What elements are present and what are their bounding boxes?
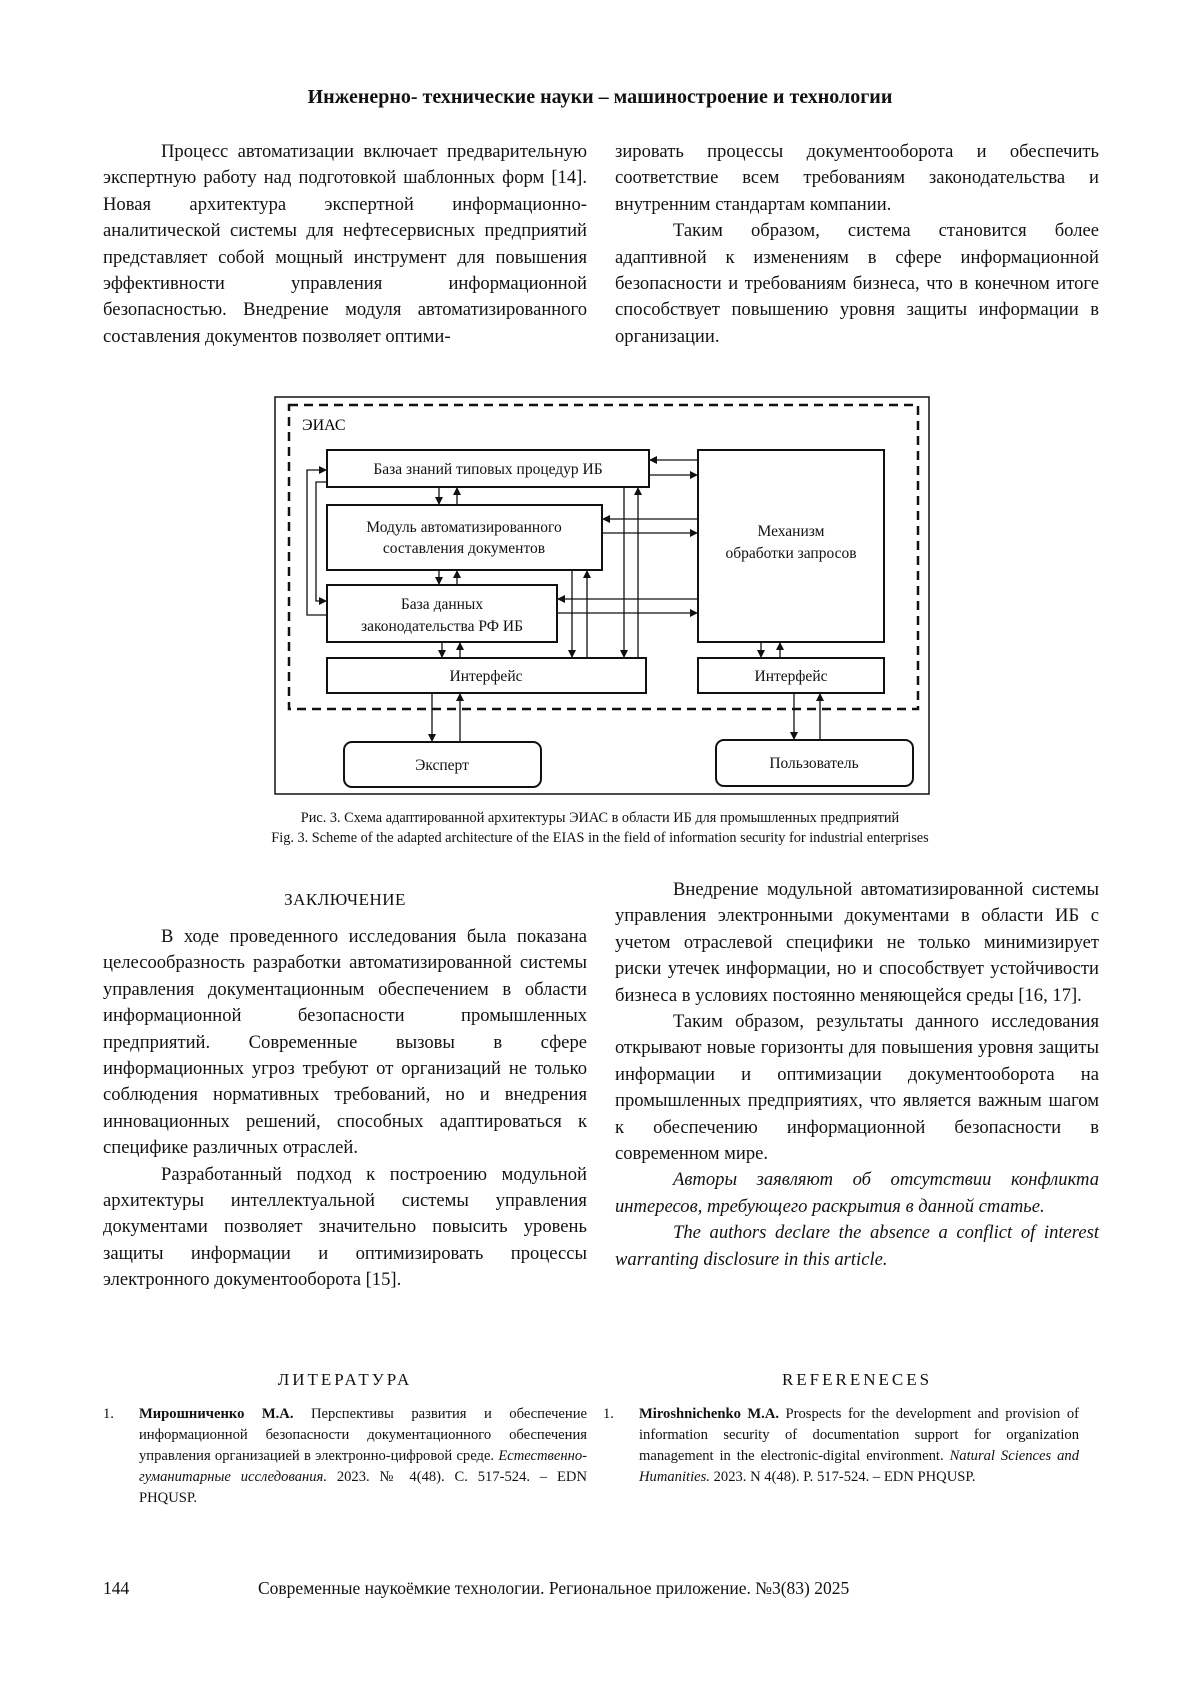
module-label: Модуль автоматизированного [366, 519, 562, 536]
reference-author: Miroshnichenko M.A. [639, 1406, 780, 1422]
paragraph: Разработанный подход к построению модульной архитектуры интеллектуальной системы управления документами позволяет значительно повысить уровень защиты информации и оптимизировать процессы электронного документооборота [15]. [103, 1163, 587, 1291]
interface-right-label: Интерфейс [754, 668, 828, 685]
reference-item-en: 1. Miroshnichenko M.A. Prospects for the development and provision of information security of documentation support for organization management in the electronic-digital environment. Natural Sciences and Humanities. 2023. N 4(48). P. 517-524. – EDN PHQUSP. [603, 1406, 1079, 1485]
conclusion-heading: ЗАКЛЮЧЕНИЕ [284, 890, 406, 909]
paragraph: В ходе проведенного исследования была показана целесообразность разработки автоматизированной системы управления документационным обеспечением в области информационной безопасности промышленных предприятий. Современные вызовы в сфере информационных угроз требуют от организаций не только соблюдения нормативных требований, но и внедрения инновационных решений, способных адаптироваться к специфике различных отраслей. [103, 926, 587, 1159]
eias-label: ЭИАС [302, 417, 346, 434]
expert-label: Эксперт [415, 757, 469, 774]
running-header: Инженерно- технические науки – машиностроение и технологии [307, 86, 893, 108]
page-number: 144 [103, 1578, 130, 1598]
figure-caption-en: Fig. 3. Scheme of the adapted architecture of the EIAS in the field of information security for industrial enterprises [271, 830, 929, 846]
document-module-box [327, 505, 602, 570]
reference-item-ru: 1. Мирошниченко М.А. Перспективы развития и обеспечение информационной безопасности документационного обеспечения управления организацией в электронно-цифровой среде. Естественно-гуманитарные исследования. 2023. № 4(48). С. 517-524. – EDN PHQUSP. [103, 1406, 587, 1506]
figure-caption-ru: Рис. 3. Схема адаптированной архитектуры ЭИАС в области ИБ для промышленных предприятий [300, 810, 900, 826]
paragraph: Внедрение модульной автоматизированной системы управления электронными документами в области ИБ с учетом отраслевой специфики не только минимизирует риски утечек информации, но и способствует устойчивости бизнеса в условиях постоянно меняющейся среды [16, 17]. [615, 879, 1099, 1006]
interface-left-label: Интерфейс [449, 668, 523, 685]
paragraph: Таким образом, система становится более адаптивной к изменениям в сфере информационной безопасности и требованиям бизнеса, что в конечном итоге способствует повышению уровня защиты информации в организации. [615, 220, 1099, 347]
conclusion-left-column [103, 924, 587, 1294]
paragraph: Таким образом, результаты данного исследования открывают новые горизонты для повышения уровня защиты информации и оптимизации документооборота на промышленных предприятиях, что является важным шагом к обеспечению информационной безопасности в современном мире. [615, 1011, 1099, 1165]
paragraph: Процесс автоматизации включает предварительную экспертную работу над подготовкой шаблонных форм [14]. Новая архитектура экспертной информационно-аналитической системы для нефтесервисных предприятий представляет собой мощный инструмент для повышения эффективности управления информационной безопасностью. Внедрение модуля автоматизированного составления документов позволяет оптими- [103, 141, 587, 347]
module-label: составления документов [382, 540, 546, 557]
references-heading-en: REFERENECES [781, 1370, 933, 1389]
journal-footer: Современные наукоёмкие технологии. Региональное приложение. №3(83) 2025 [258, 1578, 850, 1598]
reference-author: Мирошниченко М.А. [139, 1406, 294, 1422]
references-heading-ru: ЛИТЕРАТУРА [277, 1370, 413, 1389]
knowledge-base-label: База знаний типовых процедур ИБ [373, 461, 603, 478]
architecture-diagram [0, 0, 1200, 820]
user-label: Пользователь [769, 755, 859, 772]
law-db-label: законодательства РФ ИБ [360, 618, 524, 635]
conflict-statement-en: The authors declare the absence a conflict of interest warranting disclosure in this article. [615, 1222, 1099, 1270]
conflict-statement-ru: Авторы заявляют об отсутствии конфликта интересов, требующего раскрытия в данной статье. [615, 1169, 1099, 1217]
conclusion-right-column [615, 877, 1099, 1273]
mechanism-label: Механизм [757, 523, 825, 540]
law-db-label: База данных [400, 596, 484, 613]
paragraph: зировать процессы документооборота и обеспечить соответствие всем требованиям законодательства и внутренним стандартам компании. [615, 141, 1099, 215]
reference-journal: Естественно-гуманитарные исследования. [139, 1448, 587, 1485]
mechanism-label: обработки запросов [725, 545, 857, 562]
reference-journal: Natural Sciences and Humanities. [639, 1448, 1079, 1485]
